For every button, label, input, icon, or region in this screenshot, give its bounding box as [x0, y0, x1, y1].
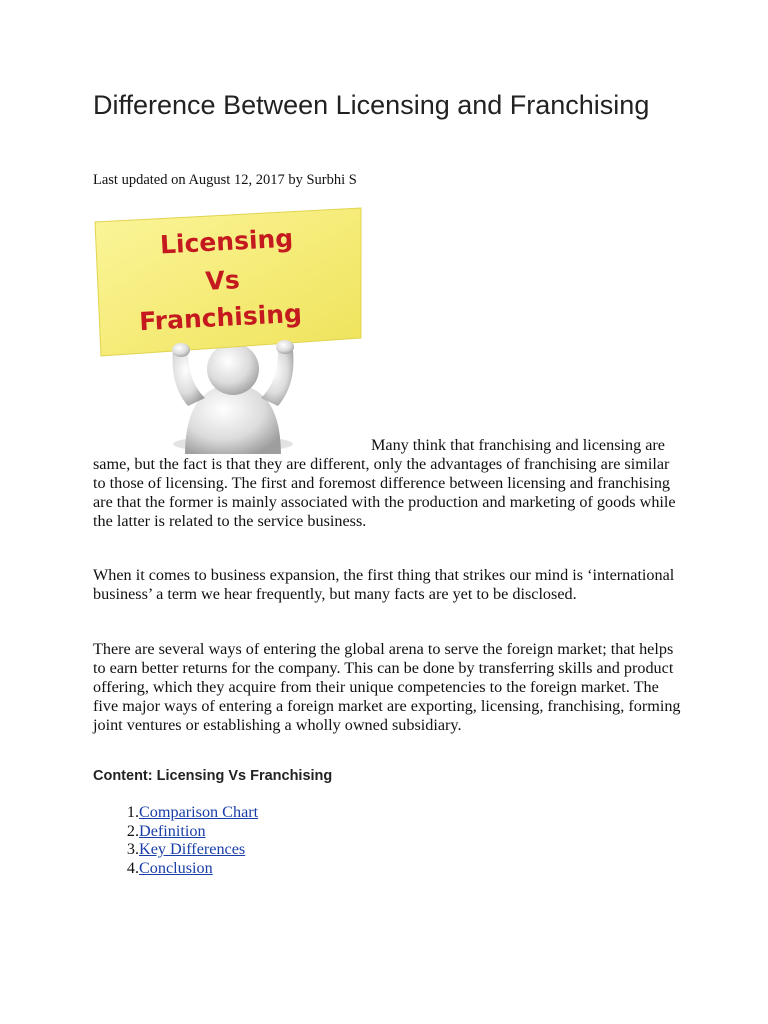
article-meta: Last updated on August 12, 2017 by Surbhi S — [93, 172, 357, 188]
toc-item — [93, 859, 258, 878]
page-title: Difference Between Licensing and Franchising — [93, 90, 650, 120]
paragraph-intro: Many think that franchising and licensing are same, but the fact is that they are different, only the advantages of franchising are similar to those of licensing. The first and foremost difference between licensing and franchising are that the former is mainly associated with the production and marketing of goods while the latter is related to the service business. — [93, 436, 676, 530]
toc-number: 2. — [126, 821, 139, 840]
toc-link-key-differences[interactable]: Key Differences — [139, 840, 246, 858]
toc-number: 1. — [126, 803, 139, 821]
toc-item — [93, 822, 258, 841]
sign-text-1: Licensing — [159, 223, 294, 260]
toc-number: 3. — [126, 840, 139, 858]
content-heading: Content: Licensing Vs Franchising — [93, 768, 333, 784]
toc-number: 4. — [126, 858, 139, 877]
hero-image — [93, 206, 363, 454]
sign-text-3: Franchising — [138, 298, 303, 337]
table-of-contents — [93, 803, 258, 877]
sign-text-2: Vs — [204, 265, 241, 296]
paragraph-ways: There are several ways of entering the global arena to serve the foreign market; that helps to earn better returns for the company. This can be done by transferring skills and product offering, which they acquire from their unique competencies to the foreign market. The five major ways of entering a foreign market are exporting, licensing, franchising, forming joint ventures or establishing a wholly owned subsidiary. — [93, 640, 681, 734]
toc-link-conclusion[interactable]: Conclusion — [139, 858, 213, 877]
toc-item — [93, 840, 258, 859]
toc-item — [93, 803, 258, 822]
toc-link-definition[interactable]: Definition — [139, 821, 206, 840]
toc-link-comparison-chart[interactable]: Comparison Chart — [139, 803, 259, 821]
paragraph-expansion: When it comes to business expansion, the first thing that strikes our mind is ‘international business’ a term we hear frequently, but many facts are yet to be disclosed. — [93, 566, 675, 603]
